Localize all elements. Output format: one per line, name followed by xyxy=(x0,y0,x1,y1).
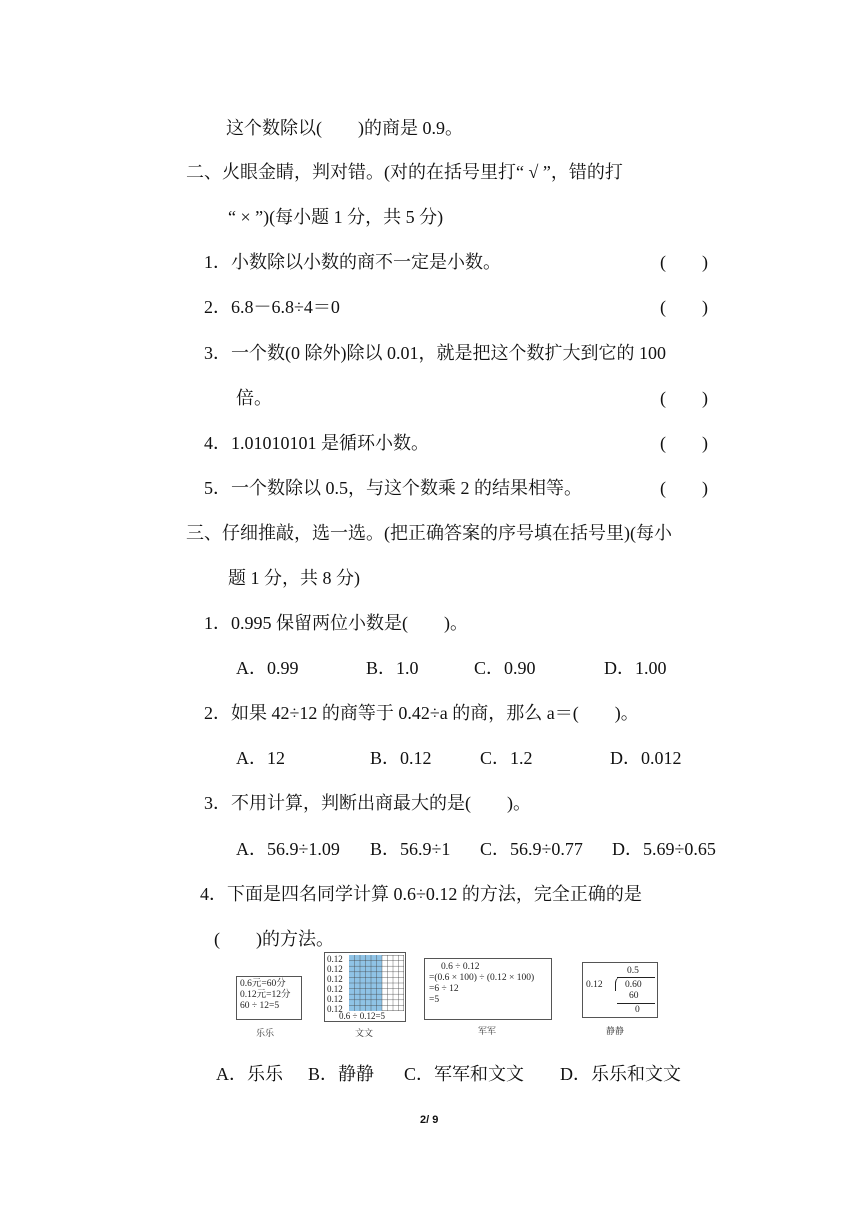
wenwen-bottom: 0.6 ÷ 0.12=5 xyxy=(339,1011,386,1021)
section2-title: 二、火眼金睛，判对错。(对的在括号里打“ √ ”，错的打 xyxy=(186,162,623,182)
s2-question-3: 3．一个数(0 除外)除以 0.01，就是把这个数扩大到它的 100 xyxy=(204,343,666,363)
s2-question-2: 2．6.8－6.8÷4＝0 xyxy=(204,297,340,317)
wenwen-labels xyxy=(327,954,343,1014)
junjun-line: 0.6 ÷ 0.12 xyxy=(441,962,480,972)
section3-title-cont: 题 1 分，共 8 分) xyxy=(228,568,360,588)
division-bar xyxy=(617,977,655,978)
option-a[interactable]: A．乐乐 xyxy=(216,1064,283,1084)
option-d[interactable]: D．5.69÷0.65 xyxy=(612,839,716,859)
s3-question-2: 2．如果 42÷12 的商等于 0.42÷a 的商，那么 a＝( )。 xyxy=(204,703,639,723)
option-d[interactable]: D．1.00 xyxy=(604,658,667,678)
jingjing-figure xyxy=(582,962,658,1018)
s2-question-4: 4．1.01010101 是循环小数。 xyxy=(204,433,429,453)
option-c[interactable]: C．1.2 xyxy=(480,748,533,768)
grid-label: 0.12 xyxy=(327,964,343,974)
jingjing-caption: 静静 xyxy=(606,1027,625,1037)
grid-label: 0.12 xyxy=(327,984,343,994)
option-b[interactable]: B．0.12 xyxy=(370,748,432,768)
junjun-caption: 军军 xyxy=(478,1027,497,1037)
continued-question: 这个数除以( )的商是 0.9。 xyxy=(226,118,463,138)
option-c[interactable]: C．军军和文文 xyxy=(404,1064,525,1084)
division-bracket xyxy=(615,977,622,991)
option-b[interactable]: B．56.9÷1 xyxy=(370,839,451,859)
option-a[interactable]: A．56.9÷1.09 xyxy=(236,839,340,859)
grid-label: 0.12 xyxy=(327,974,343,984)
option-c[interactable]: C．56.9÷0.77 xyxy=(480,839,583,859)
lele-line: 0.12元=12分 xyxy=(240,990,291,1000)
jingjing-remainder: 0 xyxy=(635,1005,640,1015)
answer-paren[interactable]: ( ) xyxy=(660,297,708,317)
option-b[interactable]: B．静静 xyxy=(308,1064,375,1084)
s3-question-4: 4．下面是四名同学计算 0.6÷0.12 的方法，完全正确的是 xyxy=(200,884,642,904)
lele-figure xyxy=(236,976,302,1020)
option-b[interactable]: B．1.0 xyxy=(366,658,419,678)
grid-label: 0.12 xyxy=(327,954,343,964)
lele-caption: 乐乐 xyxy=(256,1029,275,1039)
answer-paren[interactable]: ( ) xyxy=(660,252,708,272)
junjun-line: =6 ÷ 12 xyxy=(429,984,459,994)
s2-question-5: 5．一个数除以 0.5，与这个数乘 2 的结果相等。 xyxy=(204,478,582,498)
s3-question-3: 3．不用计算，判断出商最大的是( )。 xyxy=(204,793,531,813)
option-a[interactable]: A．0.99 xyxy=(236,658,299,678)
jingjing-step: 60 xyxy=(629,991,639,1001)
answer-paren[interactable]: ( ) xyxy=(660,433,708,453)
option-d[interactable]: D．0.012 xyxy=(610,748,682,768)
lele-line: 60 ÷ 12=5 xyxy=(240,1001,280,1011)
junjun-figure xyxy=(424,958,552,1020)
answer-paren[interactable]: ( ) xyxy=(660,388,708,408)
lele-line: 0.6元=60分 xyxy=(240,979,286,989)
option-d[interactable]: D．乐乐和文文 xyxy=(560,1064,681,1084)
jingjing-divisor: 0.12 xyxy=(586,980,603,990)
s2-question-1: 1．小数除以小数的商不一定是小数。 xyxy=(204,252,501,272)
s3-question-1: 1．0.995 保留两位小数是( )。 xyxy=(204,613,468,633)
section3-title: 三、仔细推敲，选一选。(把正确答案的序号填在括号里)(每小 xyxy=(186,523,672,543)
hundred-grid xyxy=(349,955,404,1011)
wenwen-figure xyxy=(324,952,406,1022)
junjun-line: =5 xyxy=(429,995,440,1005)
jingjing-quotient: 0.5 xyxy=(627,966,639,976)
answer-paren[interactable]: ( ) xyxy=(660,478,708,498)
grid-label: 0.12 xyxy=(327,994,343,1004)
section2-title-cont: “ × ”)(每小题 1 分，共 5 分) xyxy=(228,207,444,227)
option-a[interactable]: A．12 xyxy=(236,748,285,768)
page-number: 2/ 9 xyxy=(420,1114,439,1126)
s3-question-4-cont: ( )的方法。 xyxy=(214,929,334,949)
junjun-line: =(0.6 × 100) ÷ (0.12 × 100) xyxy=(429,973,535,983)
division-line xyxy=(617,1003,655,1004)
s2-question-3-cont: 倍。 xyxy=(236,388,272,408)
wenwen-caption: 文文 xyxy=(355,1029,374,1039)
option-c[interactable]: C．0.90 xyxy=(474,658,536,678)
grid-label: 0.12 xyxy=(327,1004,343,1014)
jingjing-dividend: 0.60 xyxy=(625,980,642,990)
